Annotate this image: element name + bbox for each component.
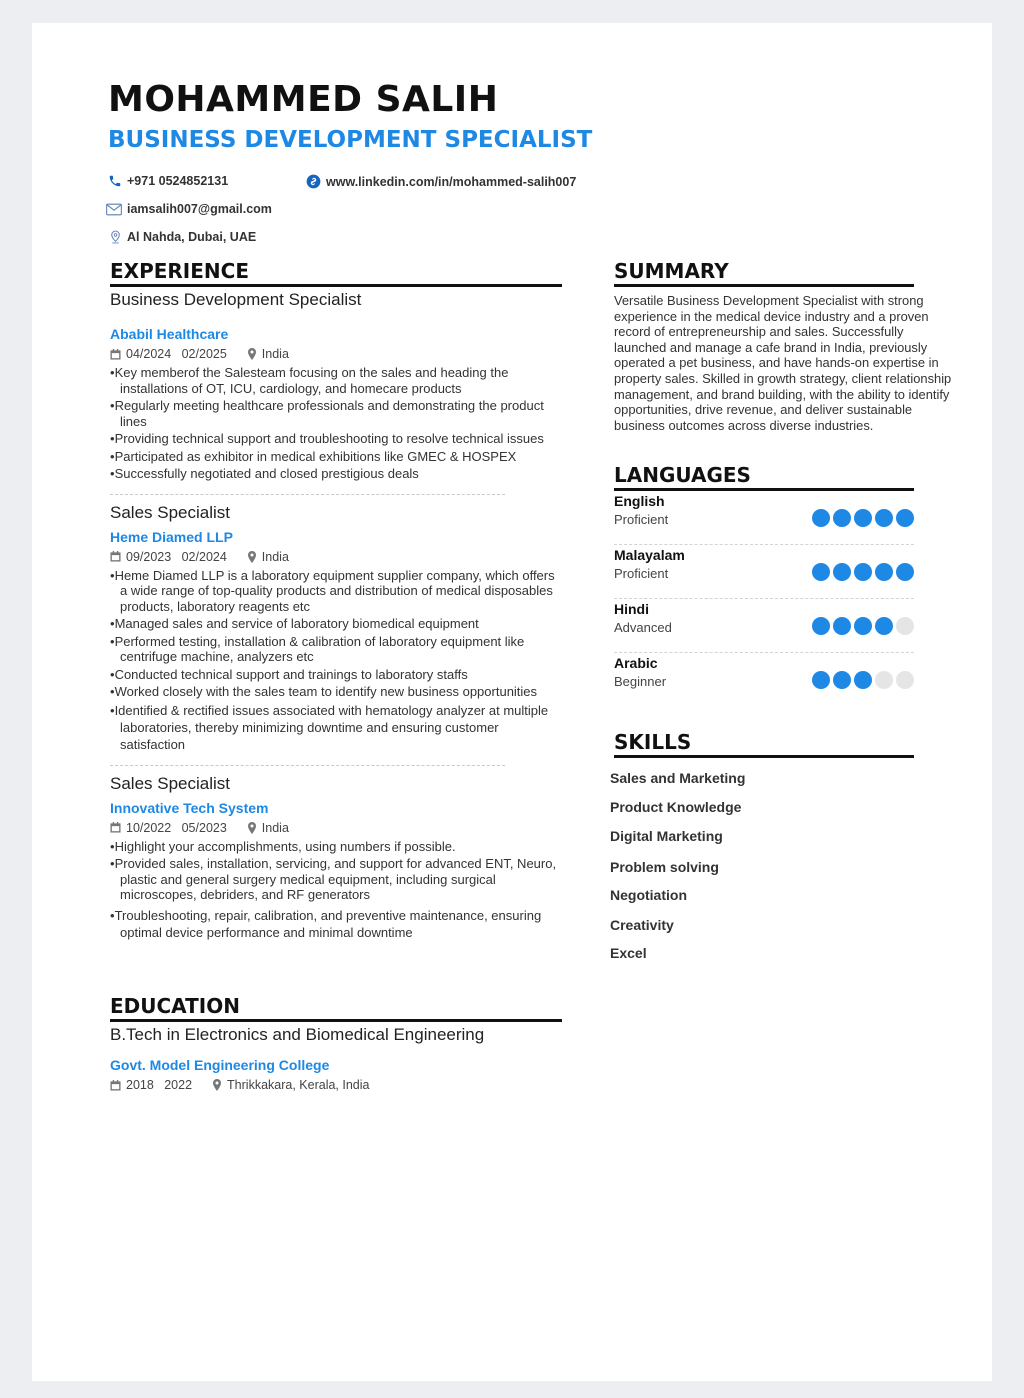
rating-dot-filled: [812, 671, 830, 689]
job-entry: [110, 774, 562, 941]
map-pin-icon: [247, 348, 257, 360]
bullet-item: • Heme Diamed LLP is a laboratory equipment supplier company, which offers a wide range of top-quality products and distribution of medical disposables products, laboratory reagents etc: [110, 568, 562, 615]
rating-dot-filled: [833, 671, 851, 689]
rating-dot-filled: [812, 563, 830, 581]
rating-dot-filled: [854, 563, 872, 581]
rating-dots: [812, 509, 914, 527]
bullet-item: • Regularly meeting healthcare professionals and demonstrating the product lines: [110, 398, 562, 429]
skill-item: Negotiation: [610, 887, 687, 903]
school-name: Govt. Model Engineering College: [110, 1057, 330, 1073]
rating-dot-filled: [896, 509, 914, 527]
bullet-item: • Provided sales, installation, servicing, and support for advanced ENT, Neuro, plastic and general surgery medical equipment, including surgical microscopes, debriders, and RF generators: [110, 856, 562, 903]
language-level: Advanced: [614, 620, 672, 635]
bullet-item: • Performed testing, installation & calibration of laboratory equipment like centrifuge machine, analyzers etc: [110, 634, 562, 665]
phone-text: +971 0524852131: [127, 174, 229, 188]
contact-email[interactable]: [106, 202, 272, 216]
bullet-item: • Identified & rectified issues associated with hematology analyzer at multiple laboratories, thereby minimizing downtime and ensuring customer satisfaction: [110, 702, 562, 753]
language-item: [614, 545, 914, 599]
language-item: [614, 653, 914, 706]
education-end: 2022: [164, 1078, 193, 1092]
company-name: Ababil Healthcare: [110, 326, 229, 342]
map-pin-icon: [247, 822, 257, 834]
job-start: 04/2024: [126, 347, 172, 361]
contact-phone[interactable]: [108, 174, 228, 188]
education-section: [110, 994, 562, 1092]
bullet-item: • Key memberof the Salesteam focusing on the sales and heading the installations of OT, ICU, cardiology, and homecare products: [110, 365, 562, 396]
rating-dot-empty: [896, 617, 914, 635]
languages-section: [614, 463, 914, 706]
bullet-item: • Troubleshooting, repair, calibration, and preventive maintenance, ensuring optimal device performance and minimal downtime: [110, 907, 562, 941]
job-end: 02/2025: [181, 347, 227, 361]
contact-location: [109, 230, 256, 244]
rating-dots: [812, 617, 914, 635]
summary-section: [614, 259, 952, 433]
location-pin-icon: [109, 230, 122, 244]
summary-text: Versatile Business Development Specialist with strong experience in the medical device industry and a proven record of entrepreneurship and sales. Successfully launched and manage a cafe brand in India, previously operated a pet business, and have hands-on expertise in property sales. Skilled in growth strategy, client relationship management, and brand building, with the ability to identify opportunities, drive revenue, and deliver sustainable business outcomes across diverse industries.: [614, 293, 952, 433]
summary-heading: SUMMARY: [614, 259, 914, 287]
job-bullets: [110, 365, 562, 482]
bullet-item: • Highlight your accomplishments, using numbers if possible.: [110, 839, 562, 855]
skill-item: Digital Marketing: [610, 828, 723, 844]
rating-dot-filled: [833, 617, 851, 635]
education-heading: EDUCATION: [110, 994, 562, 1022]
company-name: Innovative Tech System: [110, 799, 269, 816]
skill-item: Creativity: [610, 917, 674, 933]
degree-title: B.Tech in Electronics and Biomedical Engineering: [110, 1025, 485, 1044]
rating-dot-filled: [833, 509, 851, 527]
rating-dot-filled: [875, 563, 893, 581]
job-end: 05/2023: [181, 820, 227, 835]
experience-heading: EXPERIENCE: [110, 259, 562, 287]
job-bullets: [110, 568, 562, 753]
link-icon: [306, 174, 321, 189]
rating-dots: [812, 671, 914, 689]
language-item: [614, 491, 914, 545]
language-name: Hindi: [614, 601, 649, 617]
rating-dot-filled: [896, 563, 914, 581]
job-meta: [110, 347, 562, 361]
skills-section: [610, 730, 914, 961]
rating-dot-empty: [896, 671, 914, 689]
skills-heading: SKILLS: [614, 730, 914, 758]
entry-divider: [110, 765, 505, 766]
resume-page: [32, 23, 992, 1381]
job-start: 09/2023: [126, 549, 172, 564]
language-name: Malayalam: [614, 547, 685, 563]
job-meta: [110, 550, 562, 564]
calendar-icon: [110, 551, 121, 562]
rating-dot-filled: [875, 509, 893, 527]
rating-dots: [812, 563, 914, 581]
job-end: 02/2024: [181, 549, 227, 564]
languages-list: [614, 491, 914, 706]
linkedin-text: www.linkedin.com/in/mohammed-salih007: [326, 174, 577, 189]
company-name: Heme Diamed LLP: [110, 528, 233, 545]
job-bullets: [110, 839, 562, 941]
email-text: iamsalih007@gmail.com: [127, 202, 272, 216]
job-title: Business Development Specialist: [110, 290, 362, 309]
language-name: Arabic: [614, 655, 658, 671]
skill-item: Sales and Marketing: [610, 770, 746, 786]
experience-section: [110, 259, 562, 943]
phone-icon: [108, 174, 122, 188]
bullet-item: • Conducted technical support and trainings to laboratory staffs: [110, 667, 562, 683]
job-location: India: [261, 347, 289, 361]
skill-item: Excel: [610, 945, 647, 961]
job-entry: [110, 503, 562, 753]
language-item: [614, 599, 914, 653]
languages-heading: LANGUAGES: [614, 463, 914, 491]
rating-dot-filled: [833, 563, 851, 581]
job-start: 10/2022: [126, 820, 172, 835]
rating-dot-filled: [812, 509, 830, 527]
location-text: Al Nahda, Dubai, UAE: [127, 230, 257, 244]
rating-dot-filled: [854, 509, 872, 527]
bullet-item: • Providing technical support and troubleshooting to resolve technical issues: [110, 431, 562, 447]
envelope-icon: [106, 203, 122, 216]
bullet-item: • Participated as exhibitor in medical exhibitions like GMEC & HOSPEX: [110, 449, 562, 465]
job-meta: [110, 821, 562, 835]
candidate-name: MOHAMMED SALIH: [108, 79, 499, 120]
language-level: Proficient: [614, 566, 669, 581]
skill-item: Problem solving: [610, 859, 719, 875]
map-pin-icon: [247, 551, 257, 563]
rating-dot-filled: [812, 617, 830, 635]
skill-item: Product Knowledge: [610, 799, 742, 815]
candidate-role: BUSINESS DEVELOPMENT SPECIALIST: [108, 127, 593, 153]
calendar-icon: [110, 822, 121, 833]
job-location: India: [261, 549, 289, 564]
language-level: Proficient: [614, 512, 669, 527]
calendar-icon: [110, 349, 121, 360]
job-title: Sales Specialist: [110, 502, 231, 522]
map-pin-icon: [212, 1079, 222, 1091]
entry-divider: [110, 494, 505, 495]
job-title: Sales Specialist: [110, 773, 231, 793]
rating-dot-filled: [854, 617, 872, 635]
rating-dot-empty: [875, 671, 893, 689]
bullet-item: • Successfully negotiated and closed prestigious deals: [110, 466, 562, 482]
contact-linkedin[interactable]: [306, 174, 576, 189]
bullet-item: • Worked closely with the sales team to identify new business opportunities: [110, 684, 562, 700]
language-name: English: [614, 493, 665, 509]
bullet-item: • Managed sales and service of laboratory biomedical equipment: [110, 616, 562, 632]
education-meta: [110, 1078, 562, 1092]
rating-dot-filled: [854, 671, 872, 689]
rating-dot-filled: [875, 617, 893, 635]
education-location: Thrikkakara, Kerala, India: [227, 1078, 370, 1092]
language-level: Beginner: [614, 674, 667, 689]
job-entry: [110, 290, 562, 482]
job-location: India: [261, 820, 289, 835]
education-start: 2018: [126, 1078, 154, 1092]
calendar-icon: [110, 1080, 121, 1091]
